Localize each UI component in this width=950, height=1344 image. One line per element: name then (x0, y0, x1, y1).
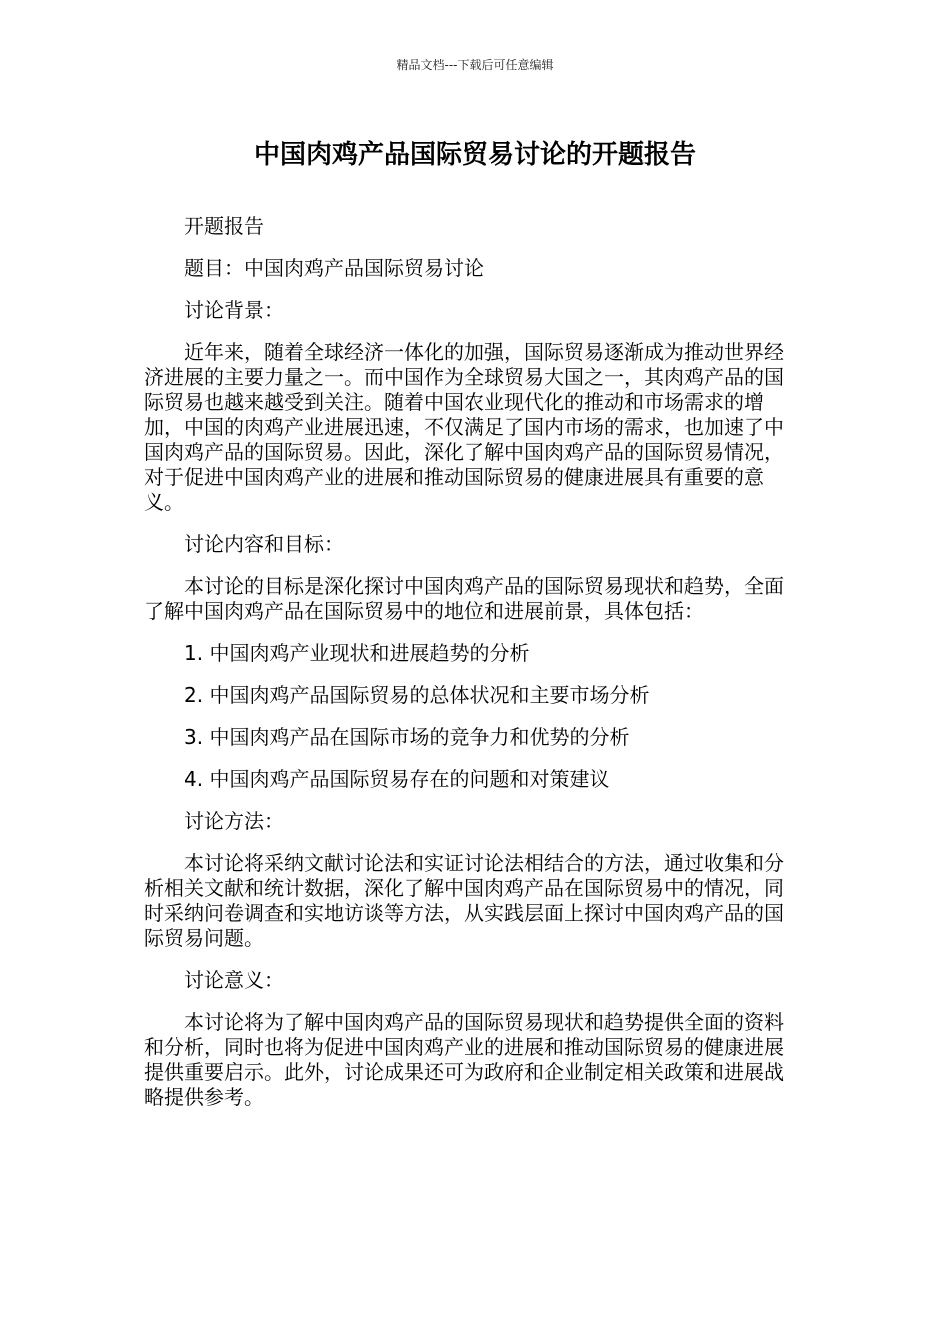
section-heading-background: 讨论背景： (184, 298, 284, 322)
paragraph-goals: 本讨论的目标是深化探讨中国肉鸡产品的国际贸易现状和趋势，全面了解中国肉鸡产品在国际贸易中的地位和进展前景，具体包括： (144, 574, 784, 623)
section-label-report: 开题报告 (184, 214, 264, 238)
list-item-1: 1. 中国肉鸡产业现状和进展趋势的分析 (184, 641, 530, 665)
list-item-4: 4. 中国肉鸡产品国际贸易存在的问题和对策建议 (184, 767, 610, 791)
document-body (144, 214, 794, 1127)
paragraph-background: 近年来，随着全球经济一体化的加强，国际贸易逐渐成为推动世界经济进展的主要力量之一。而中国作为全球贸易大国之一，其肉鸡产品的国际贸易也越来越受到关注。随着中国农业现代化的推动和市场需求的增加，中国的肉鸡产业进展迅速，不仅满足了国内市场的需求，也加速了中国肉鸡产品的国际贸易。因此，深化了解中国肉鸡产品的国际贸易情况，对于促进中国肉鸡产业的进展和推动国际贸易的健康进展具有重要的意义。 (144, 340, 784, 514)
list-item-2: 2. 中国肉鸡产品国际贸易的总体状况和主要市场分析 (184, 683, 650, 707)
paragraph-significance: 本讨论将为了解中国肉鸡产品的国际贸易现状和趋势提供全面的资料和分析，同时也将为促进中国肉鸡产业的进展和推动国际贸易的健康进展提供重要启示。此外，讨论成果还可为政府和企业制定相关政策和进展战略提供参考。 (144, 1010, 784, 1109)
section-heading-method: 讨论方法： (184, 809, 284, 833)
section-heading-significance: 讨论意义： (184, 968, 284, 992)
header-note: 精品文档---下载后可任意编辑 (396, 58, 554, 72)
topic-line: 题目：中国肉鸡产品国际贸易讨论 (184, 256, 484, 280)
document-title: 中国肉鸡产品国际贸易讨论的开题报告 (253, 140, 696, 170)
section-heading-content-goals: 讨论内容和目标： (184, 532, 344, 556)
paragraph-method: 本讨论将采纳文献讨论法和实证讨论法相结合的方法，通过收集和分析相关文献和统计数据，深化了解中国肉鸡产品在国际贸易中的情况，同时采纳问卷调查和实地访谈等方法，从实践层面上探讨中国肉鸡产品的国际贸易问题。 (144, 851, 784, 950)
list-item-3: 3. 中国肉鸡产品在国际市场的竞争力和优势的分析 (184, 725, 630, 749)
